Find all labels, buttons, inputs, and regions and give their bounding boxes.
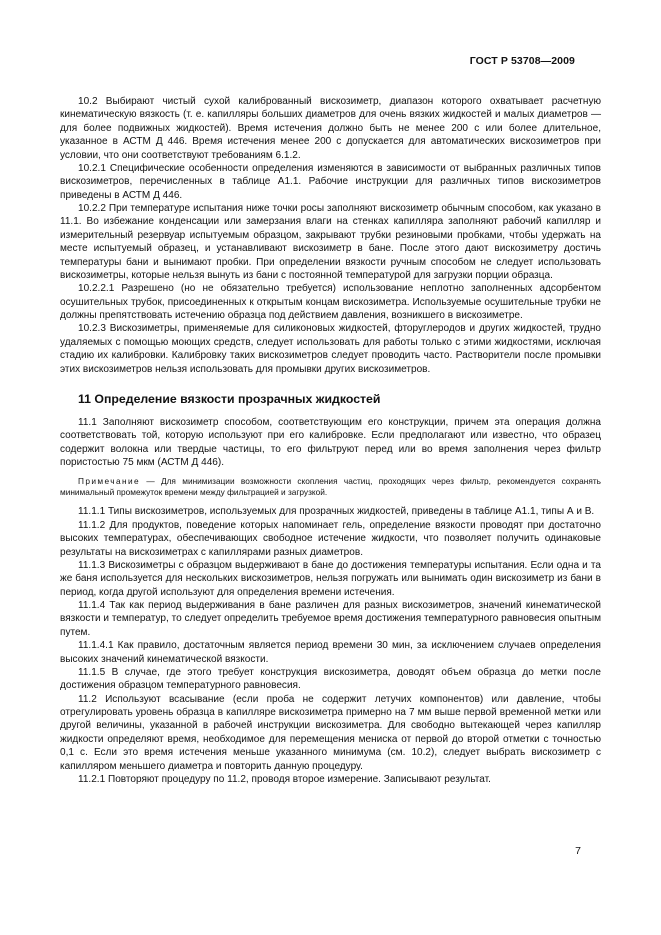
note [60,476,601,498]
paragraph-11-1-4: 11.1.4 Так как период выдерживания в бане различен для разных вискозиметров, значений кинематической вязкости и температур, то следует определить требуемое время достижения температурного равновесия опытным путем. [60,600,601,638]
paragraph-10-2-2: 10.2.2 При температуре испытания ниже точки росы заполняют вискозиметр обычным способом, как указано в 11.1. Во избежание конденсации или замерзания влаги на стенках капилляра заполняют рабочий капилляр и измерительный резервуар испытуемым образцом, закрывают трубки резиновыми пробками, чтобы удержать на месте испытуемый образец, и устанавливают вискозиметр в бане. После этого дают вискозиметру достичь температуры бани и вынимают пробки. При определении вязкости ручным способом не следует использовать вискозиметры, которые нельзя вынуть из бани с постоянной температурой для загрузки порции образца. [60,203,601,281]
paragraph-11-1-3: 11.1.3 Вискозиметры с образцом выдерживают в бане до достижения температуры испытания. Если одна и та же баня используется для нескольких вискозиметров, нельзя погружать или вынимать один вискозиметр из бани в период, когда другой используют для определения времени истечения. [60,559,601,598]
paragraph-10-2-3: 10.2.3 Вискозиметры, применяемые для силиконовых жидкостей, фторуглеродов и других жидкостей, трудно удаляемых с помощью моющих средств, следует использовать для работы только с этими жидкостями, исключая стадию их калибровки. Калибровку таких вискозиметров следует проводить часто. Растворители после промывки этих вискозиметров нельзя использовать для промывки других вискозиметров. [60,323,601,375]
page-number: 7 [575,845,581,857]
page-content [60,95,601,786]
paragraph-11-1: 11.1 Заполняют вискозиметр способом, соответствующим его конструкции, причем эта операция должна соответствовать той, которую используют при его калибровке. Если предполагают или известно, что образец содержит волокна или твердые частицы, то его фильтруют перед или во время заполнения через фильтр пористостью 75 мкм (АСТМ Д 446). [60,416,601,468]
standard-header: ГОСТ Р 53708—2009 [469,55,575,67]
paragraph-11-1-1: 11.1.1 Типы вискозиметров, используемых для прозрачных жидкостей, приведены в таблице А1.1, типы А и В. [78,506,595,518]
note-text: — Для минимизации возможности скопления частиц, проходящих через фильтр, рекомендуется сохранять минимальный промежуток времени между фильтрацией и загрузкой. [60,476,601,498]
paragraph-11-1-4-1: 11.1.4.1 Как правило, достаточным является период времени 30 мин, за исключением случаев определения высоких значений кинематической вязкости. [60,640,601,665]
paragraph-11-2: 11.2 Используют всасывание (если проба не содержит летучих компонентов) или давление, чтобы отрегулировать уровень образца в капилляре вискозиметра примерно на 7 мм выше первой временной метки или другой величины, указанной в рабочей инструкции вискозиметра. Для свободно вытекающей через капилляр жидкости определяют время, необходимое для перемещения мениска от первой до второй отметки с точностью 0,1 с. Если это время истечения меньше указанного минимума (см. 10.2), следует выбрать вискозиметр с капилляром меньшего диаметра и повторить данную процедуру. [60,693,601,772]
paragraph-10-2: 10.2 Выбирают чистый сухой калиброванный вискозиметр, диапазон которого охватывает расчетную кинематическую вязкость (т. е. капилляры больших диаметров для очень вязких жидкостей и малых диаметров — для более подвижных жидкостей). Время истечения должно быть не менее 200 с или более длительное, указанное в АСТМ Д 446. Время истечения менее 200 с допускается для автоматических вискозиметров при условии, что они соответствуют требованиям 6.1.2. [60,96,601,161]
note-label: Примечание [78,476,141,487]
paragraph-11-1-5: 11.1.5 В случае, где этого требует конструкция вискозиметра, доводят объем образца до метки после достижения образцом температурного равновесия. [60,666,601,692]
paragraph-11-1-2: 11.1.2 Для продуктов, поведение которых напоминает гель, определение вязкости проводят при достаточно высоких температурах, обеспечивающих свободное истечение жидкости, что позволяет получить одинаковые результаты на вискозиметрах с капиллярами разных диаметров. [60,519,601,558]
paragraph-11-2-1: 11.2.1 Повторяют процедуру по 11.2, проводя второе измерение. Записывают результат. [78,773,491,785]
paragraph-10-2-2-1: 10.2.2.1 Разрешено (но не обязательно требуется) использование неплотно заполненных адсорбентом осушительных трубок, присоединенных к открытым концам вискозиметра. Используемые осушительные трубки не должны препятствовать истечению образца под действием давления, возникшего в вискозиметре. [60,283,601,321]
paragraph-10-2-1: 10.2.1 Специфические особенности определения изменяются в зависимости от выбранных различных типов вискозиметров, перечисленных в таблице А1.1. Рабочие инструкции для различных типов вискозиметров приведены в АСТМ Д 446. [60,162,601,201]
section-title: 11 Определение вязкости прозрачных жидкостей [78,391,381,406]
